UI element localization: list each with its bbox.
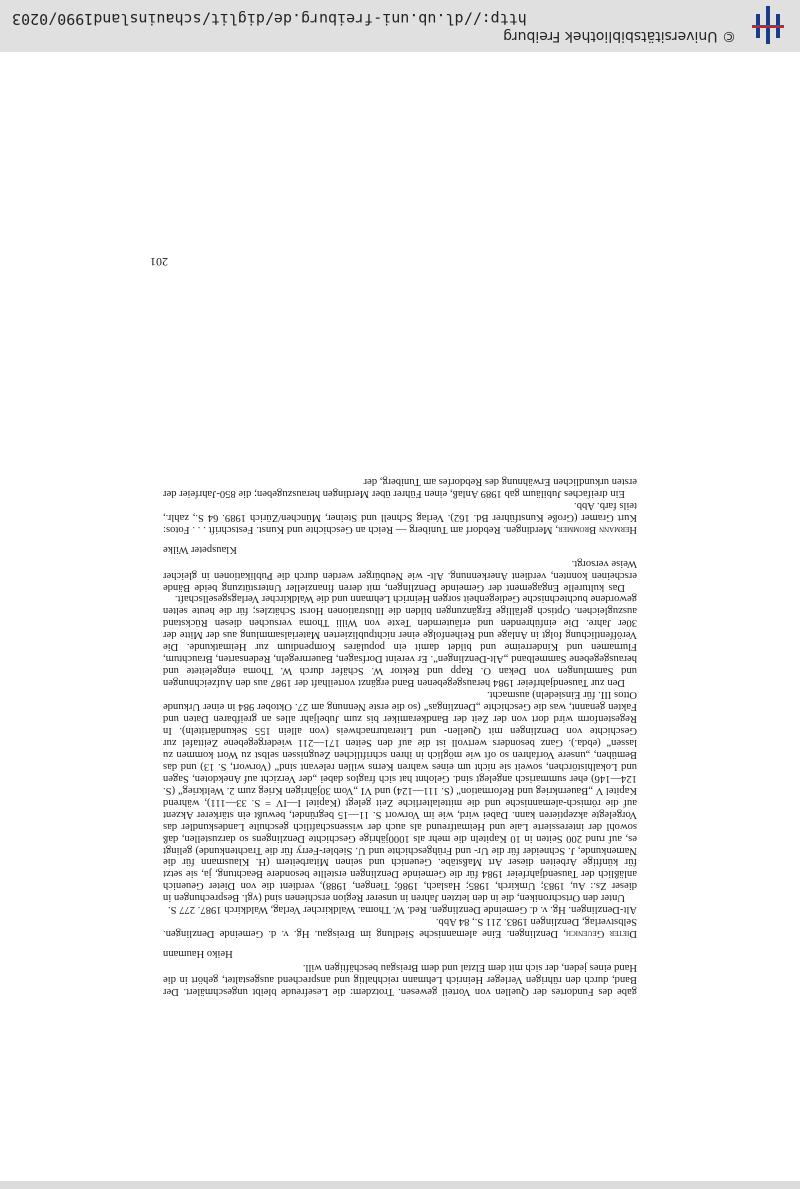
review-2-citation-text: , Merdingen. Rebdorf am Tuniberg — Reich an Geschichte und Kunst. Festschrift . . . Fotos: Kurt Gramer (Große Kunstführer Bd. 162). Verlag Schnell und Steiner, München/Zürich 1989. 64 S., zahlr., teils farb. Abb. [163,499,637,535]
review-1-author: Dieter Geuenich [565,928,637,940]
review-1-citation-text: , Denzlingen. Eine alemannische Siedlung im Breisgau. Hg. v. d. Gemeinde Denzlingen. Selbstverlag, Denzlingen 1983. 211 S., 84 Abb. [163,916,637,940]
viewer-header [0,0,800,52]
review-text [163,475,637,997]
review-1-citation [163,915,637,939]
signature-haumann: Heiko Haumann [163,948,233,960]
review-1-citation-2: Alt-Denzlingen. Hg. v. d. Gemeinde Denzlingen. Red. W. Thoma. Waldkircher Verlag, Waldkirch 1987. 277 S. [167,904,637,916]
ub-freiburg-logo-icon [744,0,792,52]
review-2-author: Hermann Brommer [558,523,637,535]
paragraph-continued: gabe des Fundortes der Quellen von Vorteil gewesen. Trotzdem: die Lesefreude bleibt ungeschmälert. Der Band, durch den rührigen Verleger Heinrich Lehmann reichhaltig und ansprechend ausgestaltet, gehört in die Hand eines jeden, der sich mit dem Elztal und dem Breisgau beschäftigen will. [163,962,637,997]
review-1-paragraph-3: Das kulturelle Engagement der Gemeinde Denzlingen, mit deren finanzieller Unterstützung beide Bände erscheinen konnten, verdient Anerkennung. Alt- wie Neubürger werden durch die Publikationen in gleicher Weise versorgt. [163,557,637,593]
review-1-paragraph-2: Den zur Tausendjahrfeier 1984 herausgegebenen Band ergänzt vorteilhaft der 1987 aus den Aufzeichnungen und Sammlungen von Dekan O. Rapp und Rektor W. Schäfer durch W. Thoma eingeleitete und herausgegebene Sammelband „Alt-Denzlingen“. Er vereint Dorfsagen, Bauernregeln, Redensarten, Brauchtum, Flurnamen und Kinderreime und bildet damit ein populäres Kompendium zur Heimatkunde. Die Veröffentlichung folgt in Anlage und Reihenfolge einer nichtpublizierten Materialsammlung aus der Mitte der 30er Jahre. Die einführenden und erläuternden Texte von Willi Thoma versuchen diesen Rückstand auszugleichen. Optisch gefällige Ergänzungen bilden die Illustrationen Horst Schätzles; für die heute selten gewordene buchtechnische Gediegenheit sorgen Heinrich Lehmann und die Waldkircher Verlagsgesellschaft. [163,593,637,689]
review-1-paragraph-1: Unter den Ortschroniken, die in den letzten Jahren in unserer Region erschienen sind (vgl. Besprechungen in dieser Zs.: Au, 1983; Umkirch, 1985; Haslach, 1986; Tiengen, 1988), verdient die von Dieter Geuenich anläßlich der Tausendjahrfeier 1984 für die Gemeinde Denzlingen erstellte besondere Beachtung, ja, sie setzt für künftige Arbeiten dieser Art Maßstäbe. Geuenich und seinen Mitarbeitern (H. Klausmann für die Namenkunde, J. Schneider für die Ur- und Frühgeschichte und U. Siebler-Ferry für die Trachtenkunde) gelingt es, auf rund 200 Seiten in 10 Kapiteln die mehr als 1000jährige Geschichte Denzlingens so darzustellen, daß sowohl der interessierte Laie und Heimatfreund als auch der wissenschaftlich geschulte Landeskundler das Vorgelegte akzeptieren kann. Dabei wird, wie im Vorwort S. 11—15 begründet, bewußt ein stärkerer Akzent auf die römisch-alemannische und die mittelalterliche Zeit gelegt (Kapitel I—IV = S. 33—111), während Kapitel V „Bauernkrieg und Reformation“ (S. 111—124) und VI „Vom 30jährigen Krieg zum 2. Weltkrieg“ (S. 124—146) eher summarisch angelegt sind. Gelohnt hat sich fraglos dabei „der Verzicht auf Anekdoten, Sagen und Lokalhistörchen, soweit sie nicht um eines wahren Kerns willen relevant sind“ (Vorwort, S. 13) und das Bemühen, „unsere Vorfahren so oft wie möglich in ihren schriftlichen Zeugnissen selbst zu Wort kommen zu lassen“ (ebda.). Ganz besonders wertvoll ist die auf den Seiten 171—211 wiedergegebene Zeittafel zur Geschichte von Denzlingen mit Quellen- und Literaturnachweis (von allein 155 Sekundärtiteln). In Regestenform wird dort von der Zeit der Bandkeramiker bis zum Jubeljahr alles an greifbaren Daten und Fakten genannt, was die Geschichte „Denzlingas“ (so die erste Nennung am 27. Oktober 984 in einer Urkunde Ottos III. für Einsiedeln) ausmacht. [163,689,637,904]
document-url-link[interactable]: http://dl.ub.uni-freiburg.de/diglit/schauinsland1990/0203 [12,10,527,28]
signature-line-2 [163,543,637,555]
review-2-paragraph: Ein dreifaches Jubiläum gab 1989 Anlaß, einen Führer über Merdingen herauszugeben; die 850-Jahrfeier der ersten urkundlichen Erwähnung des Rebdorfes am Tuniberg, der [163,475,637,499]
signature-wilke: Klauspeter Wilke [163,543,237,555]
copyright-text: © Universitätsbibliothek Freiburg [503,28,736,44]
signature-line [163,947,637,959]
review-2-citation [163,499,637,535]
page-number: 201 [150,255,168,269]
bottom-strip [0,1181,800,1189]
